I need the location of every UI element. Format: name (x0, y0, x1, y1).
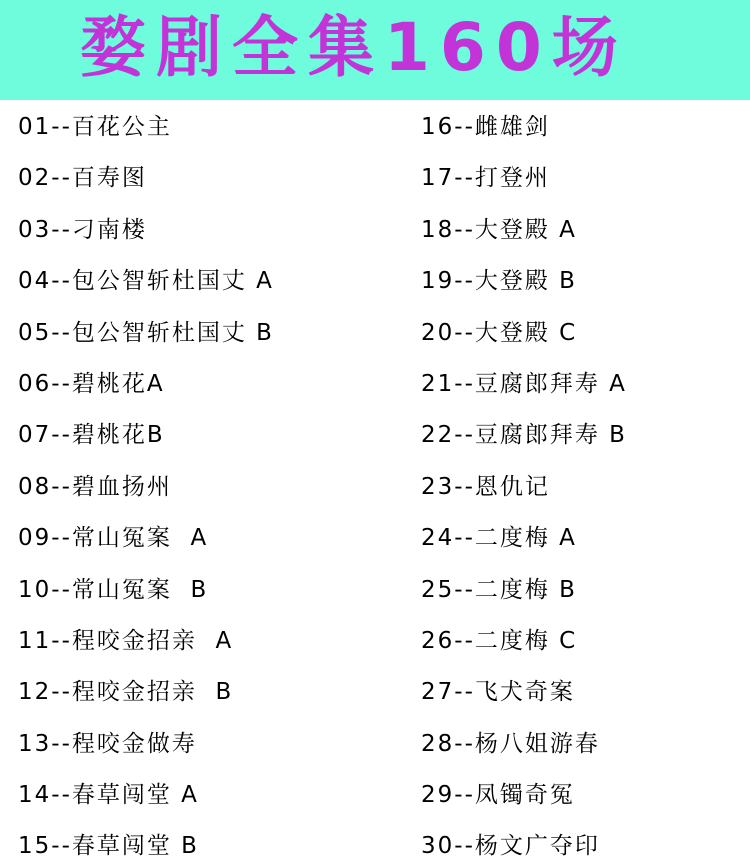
list-item: 28--杨八姐游春 (421, 730, 600, 757)
list-item: 21--豆腐郎拜寿 A (421, 370, 627, 397)
list-item: 29--凤镯奇冤 (421, 782, 575, 809)
list-item: 02--百寿图 (18, 165, 147, 192)
list-item: 26--二度梅 C (421, 627, 578, 654)
list-item: 30--杨文广夺印 (421, 833, 600, 860)
list-item: 14--春草闯堂 A (18, 782, 199, 809)
list-item: 25--二度梅 B (421, 576, 577, 603)
list-item: 06--碧桃花A (18, 370, 165, 397)
list-item: 05--包公智斩杜国丈 B (18, 319, 274, 346)
list-item: 13--程咬金做寿 (18, 730, 197, 757)
episode-list-left (18, 102, 274, 865)
list-item: 12--程咬金招亲 B (18, 679, 234, 706)
list-item: 01--百花公主 (18, 114, 172, 140)
list-item: 08--碧血扬州 (18, 473, 172, 500)
list-item: 15--春草闯堂 B (18, 833, 199, 860)
list-item: 17--打登州 (421, 165, 550, 192)
list-item: 20--大登殿 C (421, 319, 578, 346)
list-item: 22--豆腐郎拜寿 B (421, 422, 627, 449)
list-item: 16--雌雄剑 (421, 114, 550, 140)
list-item: 24--二度梅 A (421, 525, 577, 552)
list-item: 07--碧桃花B (18, 422, 165, 449)
list-item: 11--程咬金招亲 A (18, 627, 234, 654)
list-item: 23--恩仇记 (421, 473, 550, 500)
list-item: 10--常山冤案 B (18, 576, 209, 603)
title-banner (0, 0, 750, 100)
list-item: 19--大登殿 B (421, 268, 577, 295)
episode-list-right (421, 102, 627, 865)
list-item: 04--包公智斩杜国丈 A (18, 268, 274, 295)
list-item: 09--常山冤案 A (18, 525, 209, 552)
list-item: 27--飞犬奇案 (421, 679, 575, 706)
list-item: 03--刁南楼 (18, 216, 147, 243)
list-item: 18--大登殿 A (421, 216, 577, 243)
page-title: 婺剧全集160场 (80, 9, 628, 86)
